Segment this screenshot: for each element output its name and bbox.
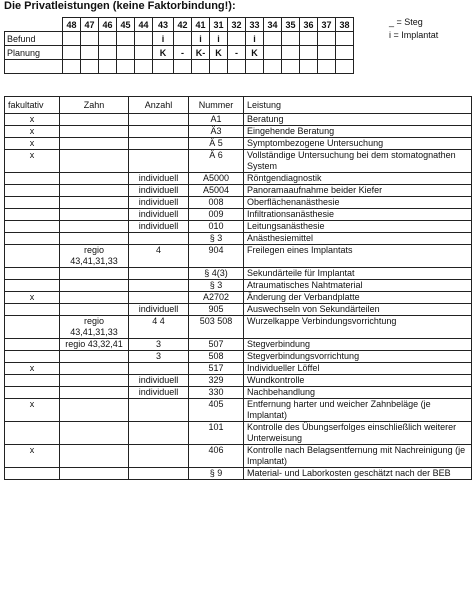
header-zahn: Zahn: [60, 97, 129, 114]
table-row: [5, 363, 472, 375]
page-title: Die Privatleistungen (keine Faktorbindung!):: [4, 0, 236, 12]
cell-nummer: § 3: [189, 280, 244, 292]
cell-anzahl: individuell: [129, 221, 189, 233]
cell-fakultativ: [5, 185, 60, 197]
teeth-cell: i: [153, 32, 174, 46]
teeth-cell: [192, 60, 210, 74]
cell-fakultativ: x: [5, 126, 60, 138]
teeth-cell: [210, 60, 228, 74]
table-row: [5, 173, 472, 185]
cell-leistung: Änderung der Verbandplatte: [244, 292, 472, 304]
cell-zahn: regio 43,32,41: [60, 339, 129, 351]
cell-zahn: [60, 445, 129, 468]
cell-zahn: [60, 173, 129, 185]
cell-anzahl: [129, 468, 189, 480]
teeth-chart: [4, 17, 354, 74]
cell-leistung: Individueller Löffel: [244, 363, 472, 375]
table-row: [5, 445, 472, 468]
teeth-cell: [336, 32, 354, 46]
teeth-cell: K: [153, 46, 174, 60]
teeth-cell: i: [192, 32, 210, 46]
cell-anzahl: 4 4: [129, 316, 189, 339]
teeth-cell: [153, 60, 174, 74]
cell-nummer: 517: [189, 363, 244, 375]
tooth-number: 38: [336, 18, 354, 32]
cell-fakultativ: [5, 316, 60, 339]
cell-fakultativ: [5, 268, 60, 280]
cell-anzahl: 3: [129, 351, 189, 363]
services-table: [4, 96, 472, 480]
cell-anzahl: 4: [129, 245, 189, 268]
cell-nummer: 905: [189, 304, 244, 316]
cell-leistung: Kontrolle des Übungserfolges einschließlich weiterer Unterweisung: [244, 422, 472, 445]
table-row: [5, 209, 472, 221]
cell-zahn: [60, 351, 129, 363]
cell-zahn: [60, 209, 129, 221]
cell-zahn: [60, 126, 129, 138]
header-anzahl: Anzahl: [129, 97, 189, 114]
cell-leistung: Wurzelkappe Verbindungsvorrichtung: [244, 316, 472, 339]
teeth-cell: [318, 60, 336, 74]
teeth-cell: [117, 32, 135, 46]
cell-nummer: § 4(3): [189, 268, 244, 280]
cell-fakultativ: [5, 387, 60, 399]
teeth-row-label: Planung: [5, 46, 63, 60]
cell-zahn: [60, 422, 129, 445]
cell-leistung: Freilegen eines Implantats: [244, 245, 472, 268]
cell-nummer: A2702: [189, 292, 244, 304]
table-row: [5, 351, 472, 363]
teeth-cell: [300, 60, 318, 74]
teeth-cell: [228, 60, 246, 74]
cell-nummer: § 3: [189, 233, 244, 245]
header-fakultativ: fakultativ: [5, 97, 60, 114]
cell-fakultativ: x: [5, 292, 60, 304]
tooth-number: 48: [63, 18, 81, 32]
cell-anzahl: [129, 399, 189, 422]
table-row: [5, 221, 472, 233]
cell-anzahl: [129, 233, 189, 245]
cell-leistung: Panoramaaufnahme beider Kiefer: [244, 185, 472, 197]
cell-zahn: [60, 280, 129, 292]
cell-nummer: 009: [189, 209, 244, 221]
table-row: [5, 150, 472, 173]
teeth-cell: i: [210, 32, 228, 46]
tooth-number: 35: [282, 18, 300, 32]
table-row: [5, 197, 472, 209]
cell-leistung: Atraumatisches Nahtmaterial: [244, 280, 472, 292]
cell-fakultativ: [5, 280, 60, 292]
cell-leistung: Leitungsanästhesie: [244, 221, 472, 233]
cell-fakultativ: x: [5, 363, 60, 375]
cell-fakultativ: x: [5, 114, 60, 126]
teeth-cell: [117, 60, 135, 74]
cell-nummer: A5000: [189, 173, 244, 185]
teeth-cell: [336, 60, 354, 74]
cell-leistung: Röntgendiagnostik: [244, 173, 472, 185]
cell-leistung: Anästhesiemittel: [244, 233, 472, 245]
table-row: [5, 268, 472, 280]
teeth-cell: K: [210, 46, 228, 60]
cell-zahn: [60, 150, 129, 173]
tooth-number: 31: [210, 18, 228, 32]
table-header-row: [5, 97, 472, 114]
teeth-cell: [318, 46, 336, 60]
cell-nummer: 405: [189, 399, 244, 422]
cell-leistung: Wundkontrolle: [244, 375, 472, 387]
teeth-cell: [5, 60, 63, 74]
cell-anzahl: individuell: [129, 375, 189, 387]
table-row: [5, 126, 472, 138]
cell-nummer: 010: [189, 221, 244, 233]
cell-fakultativ: [5, 422, 60, 445]
teeth-cell: [246, 60, 264, 74]
teeth-cell: [135, 60, 153, 74]
table-row: [5, 387, 472, 399]
cell-fakultativ: [5, 339, 60, 351]
legend-steg: _ = Steg: [389, 17, 423, 27]
teeth-cell: [135, 32, 153, 46]
cell-fakultativ: [5, 221, 60, 233]
tooth-number: 37: [318, 18, 336, 32]
cell-zahn: [60, 304, 129, 316]
teeth-cell: [99, 46, 117, 60]
teeth-cell: [99, 32, 117, 46]
cell-anzahl: [129, 268, 189, 280]
cell-anzahl: individuell: [129, 185, 189, 197]
table-row: [5, 185, 472, 197]
cell-anzahl: 3: [129, 339, 189, 351]
cell-zahn: regio 43,41,31,33: [60, 245, 129, 268]
teeth-row: [5, 46, 354, 60]
teeth-cell: [282, 32, 300, 46]
cell-nummer: Ä 6: [189, 150, 244, 173]
cell-leistung: Nachbehandlung: [244, 387, 472, 399]
cell-zahn: [60, 387, 129, 399]
table-row: [5, 339, 472, 351]
table-row: [5, 399, 472, 422]
header-nummer: Nummer: [189, 97, 244, 114]
cell-anzahl: individuell: [129, 197, 189, 209]
table-row: [5, 245, 472, 268]
teeth-cell: [264, 32, 282, 46]
teeth-number-row: [5, 18, 354, 32]
cell-anzahl: [129, 292, 189, 304]
table-row: [5, 233, 472, 245]
teeth-cell: [300, 32, 318, 46]
cell-leistung: Eingehende Beratung: [244, 126, 472, 138]
table-row: [5, 375, 472, 387]
cell-zahn: regio 43,41,31,33: [60, 316, 129, 339]
cell-leistung: Beratung: [244, 114, 472, 126]
teeth-corner-cell: [5, 18, 63, 32]
cell-leistung: Sekundärteile für Implantat: [244, 268, 472, 280]
cell-anzahl: [129, 126, 189, 138]
cell-fakultativ: [5, 304, 60, 316]
teeth-cell: [81, 32, 99, 46]
cell-fakultativ: [5, 197, 60, 209]
tooth-number: 42: [174, 18, 192, 32]
tooth-number: 32: [228, 18, 246, 32]
legend-implantat: i = Implantat: [389, 30, 439, 40]
cell-fakultativ: x: [5, 445, 60, 468]
teeth-cell: [63, 46, 81, 60]
cell-fakultativ: [5, 209, 60, 221]
teeth-cell: [228, 32, 246, 46]
table-row: [5, 292, 472, 304]
teeth-cell: [117, 46, 135, 60]
cell-nummer: A1: [189, 114, 244, 126]
cell-fakultativ: [5, 245, 60, 268]
cell-nummer: 507: [189, 339, 244, 351]
teeth-empty-row: [5, 60, 354, 74]
table-row: [5, 422, 472, 445]
table-row: [5, 280, 472, 292]
cell-anzahl: individuell: [129, 209, 189, 221]
tooth-number: 44: [135, 18, 153, 32]
table-row: [5, 468, 472, 480]
cell-zahn: [60, 399, 129, 422]
cell-anzahl: individuell: [129, 304, 189, 316]
teeth-cell: K-: [192, 46, 210, 60]
cell-anzahl: [129, 363, 189, 375]
cell-fakultativ: x: [5, 150, 60, 173]
tooth-number: 45: [117, 18, 135, 32]
cell-nummer: 008: [189, 197, 244, 209]
header-leistung: Leistung: [244, 97, 472, 114]
cell-fakultativ: x: [5, 399, 60, 422]
teeth-cell: [81, 46, 99, 60]
teeth-cell: K: [246, 46, 264, 60]
cell-zahn: [60, 375, 129, 387]
teeth-cell: [282, 60, 300, 74]
cell-zahn: [60, 185, 129, 197]
cell-anzahl: [129, 280, 189, 292]
teeth-cell: -: [228, 46, 246, 60]
tooth-number: 33: [246, 18, 264, 32]
cell-zahn: [60, 114, 129, 126]
cell-nummer: 904: [189, 245, 244, 268]
cell-leistung: Kontrolle nach Belagsentfernung mit Nachreinigung (je Implantat): [244, 445, 472, 468]
cell-nummer: 101: [189, 422, 244, 445]
cell-zahn: [60, 197, 129, 209]
cell-fakultativ: [5, 173, 60, 185]
teeth-cell: [264, 60, 282, 74]
cell-leistung: Infiltrationsanästhesie: [244, 209, 472, 221]
cell-nummer: 330: [189, 387, 244, 399]
cell-zahn: [60, 221, 129, 233]
cell-anzahl: [129, 138, 189, 150]
teeth-row-label: Befund: [5, 32, 63, 46]
cell-zahn: [60, 468, 129, 480]
cell-nummer: § 9: [189, 468, 244, 480]
cell-leistung: Symptombezogene Untersuchung: [244, 138, 472, 150]
cell-zahn: [60, 233, 129, 245]
cell-fakultativ: [5, 233, 60, 245]
cell-fakultativ: [5, 375, 60, 387]
cell-nummer: 329: [189, 375, 244, 387]
table-row: [5, 304, 472, 316]
cell-fakultativ: [5, 351, 60, 363]
cell-nummer: A5004: [189, 185, 244, 197]
table-row: [5, 316, 472, 339]
teeth-cell: [174, 32, 192, 46]
teeth-cell: [63, 60, 81, 74]
tooth-number: 34: [264, 18, 282, 32]
teeth-cell: [264, 46, 282, 60]
teeth-cell: [63, 32, 81, 46]
teeth-cell: [282, 46, 300, 60]
cell-leistung: Stegverbindung: [244, 339, 472, 351]
cell-nummer: Ä3: [189, 126, 244, 138]
table-row: [5, 138, 472, 150]
cell-leistung: Entfernung harter und weicher Zahnbeläge (je Implantat): [244, 399, 472, 422]
cell-anzahl: [129, 150, 189, 173]
tooth-number: 36: [300, 18, 318, 32]
teeth-cell: [81, 60, 99, 74]
cell-leistung: Stegverbindungsvorrichtung: [244, 351, 472, 363]
cell-anzahl: [129, 445, 189, 468]
cell-nummer: Ä 5: [189, 138, 244, 150]
cell-zahn: [60, 268, 129, 280]
cell-fakultativ: x: [5, 138, 60, 150]
cell-fakultativ: [5, 468, 60, 480]
cell-nummer: 508: [189, 351, 244, 363]
teeth-cell: i: [246, 32, 264, 46]
cell-leistung: Material- und Laborkosten geschätzt nach der BEB: [244, 468, 472, 480]
cell-zahn: [60, 138, 129, 150]
tooth-number: 41: [192, 18, 210, 32]
teeth-cell: [300, 46, 318, 60]
cell-zahn: [60, 292, 129, 304]
teeth-cell: [99, 60, 117, 74]
cell-anzahl: individuell: [129, 387, 189, 399]
cell-anzahl: [129, 422, 189, 445]
cell-leistung: Auswechseln von Sekundärteilen: [244, 304, 472, 316]
cell-zahn: [60, 363, 129, 375]
tooth-number: 46: [99, 18, 117, 32]
teeth-cell: [318, 32, 336, 46]
cell-anzahl: individuell: [129, 173, 189, 185]
tooth-number: 43: [153, 18, 174, 32]
cell-leistung: Vollständige Untersuchung bei dem stomatognathen System: [244, 150, 472, 173]
teeth-cell: [135, 46, 153, 60]
cell-nummer: 406: [189, 445, 244, 468]
table-row: [5, 114, 472, 126]
cell-nummer: 503 508: [189, 316, 244, 339]
tooth-number: 47: [81, 18, 99, 32]
cell-leistung: Oberflächenanästhesie: [244, 197, 472, 209]
teeth-row: [5, 32, 354, 46]
cell-anzahl: [129, 114, 189, 126]
teeth-cell: [336, 46, 354, 60]
teeth-cell: -: [174, 46, 192, 60]
teeth-cell: [174, 60, 192, 74]
